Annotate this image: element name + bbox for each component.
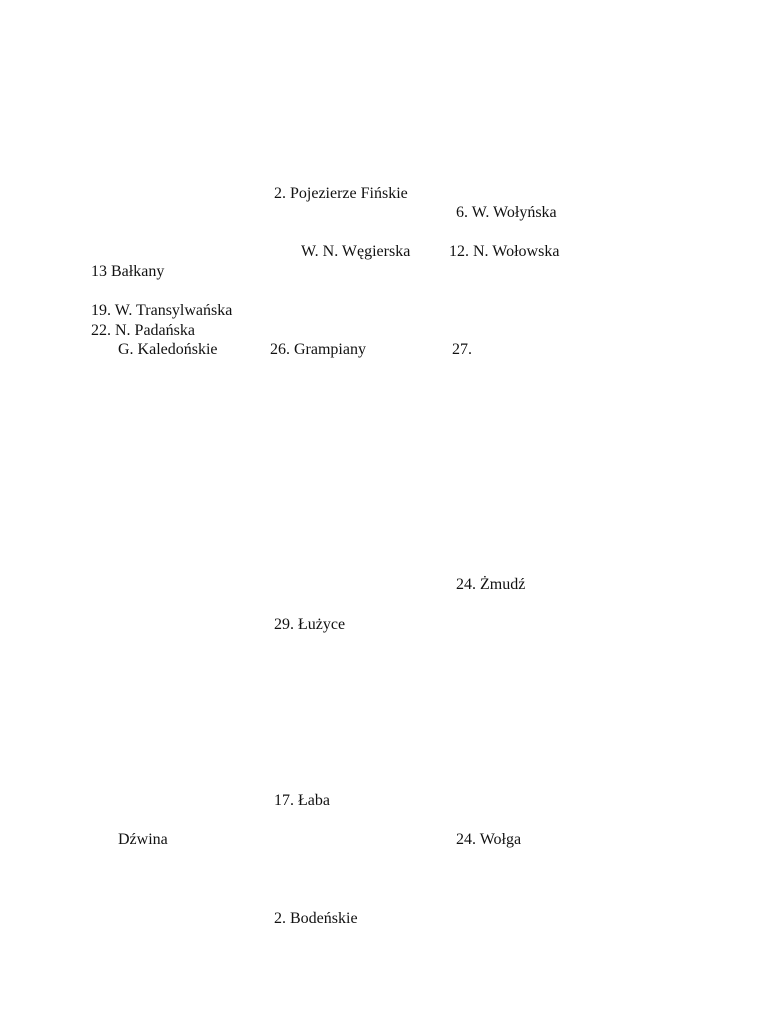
label-number-27: 27. [452, 341, 472, 358]
label-dzwina: Dźwina [118, 831, 168, 848]
label-luzyce: 29. Łużyce [274, 616, 346, 633]
label-n-padanska: 22. N. Padańska [91, 322, 195, 339]
label-n-wolowska: 12. N. Wołowska [449, 243, 560, 260]
label-w-transylwanska: 19. W. Transylwańska [91, 302, 233, 319]
label-grampiany: 26. Grampiany [270, 341, 366, 358]
label-zmudz: 24. Żmudź [456, 576, 526, 593]
label-bodenskie: 2. Bodeńskie [274, 910, 358, 927]
label-wolga: 24. Wołga [456, 831, 522, 848]
label-w-wolynska: 6. W. Wołyńska [456, 204, 557, 221]
label-laba: 17. Łaba [274, 792, 330, 809]
label-pojezierze-finskie: 2. Pojezierze Fińskie [274, 185, 408, 202]
label-balkany: 13 Bałkany [91, 263, 165, 280]
label-w-n-wegierska: W. N. Węgierska [301, 243, 411, 260]
label-g-kaledonskie: G. Kaledońskie [118, 341, 218, 358]
